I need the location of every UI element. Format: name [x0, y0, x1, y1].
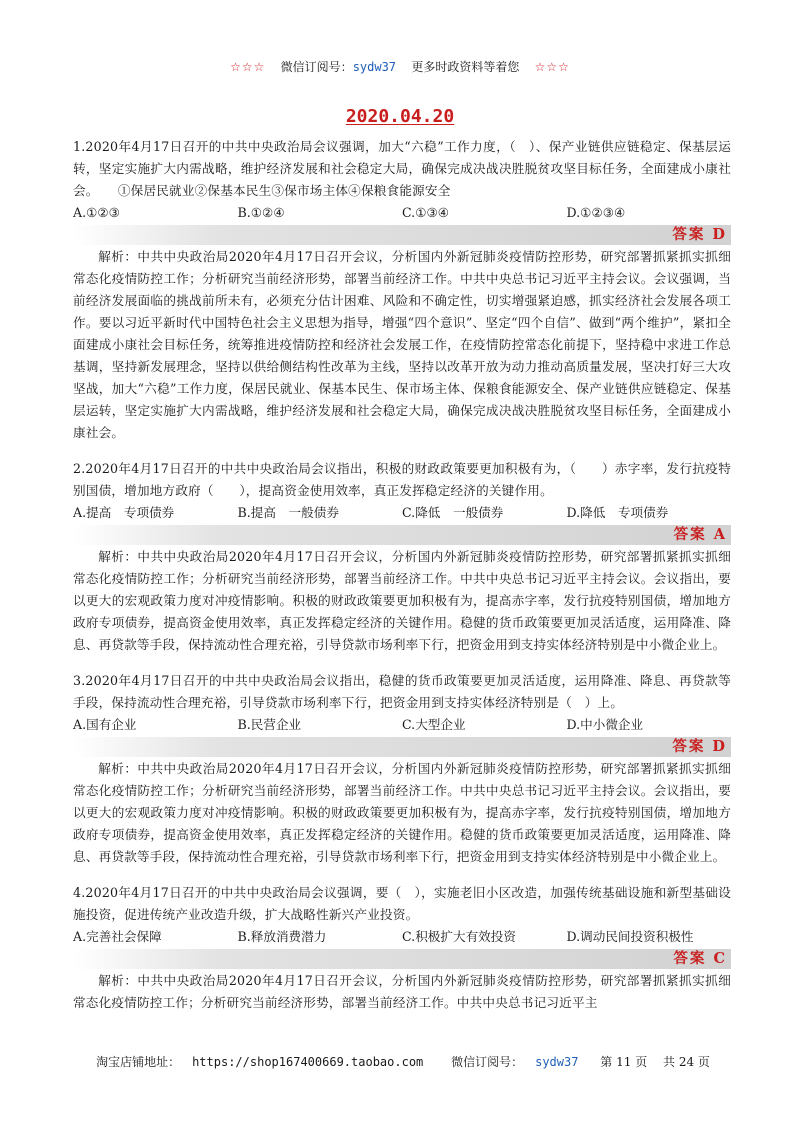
analysis-text: 解析：中共中央政治局2020年4月17日召开会议，分析国内外新冠肺炎疫情防控形势，研究部署抓紧抓实抓细常态化疫情防控工作；分析研究当前经济形势，部署当前经济工作。中共中央总书记习近平主持会议。会议指出，要以更大的宏观政策力度对冲疫情影响。积极的财政政策要更加积极有为，提高赤字率，发行抗疫特别国债，增加地方政府专项债券，提高资金使用效率，真正发挥稳定经济的关键作用。稳健的货币政策要更加灵活适度，运用降准、降息、再贷款等手段，保持流动性合理充裕，引导贷款市场利率下行，把资金用到支持实体经济特别是中小微企业上。 — [73, 761, 731, 864]
answer-bar — [73, 225, 731, 245]
question-stem: 2.2020年4月17日召开的中共中央政治局会议指出，积极的财政政策要更加积极有为，（ ）赤字率，发行抗疫特别国债，增加地方政府（ ），提高资金使用效率，真正发挥稳定经济的关键作用。 — [73, 461, 731, 498]
analysis-text: 解析：中共中央政治局2020年4月17日召开会议，分析国内外新冠肺炎疫情防控形势，研究部署抓紧抓实抓细常态化疫情防控工作；分析研究当前经济形势，部署当前经济工作。中共中央总书记习近平主 — [73, 973, 731, 1010]
answer-bar — [73, 949, 731, 969]
option-d: D.调动民间投资积极性 — [566, 929, 694, 944]
option-b: B.①②④ — [237, 205, 285, 220]
analysis-text: 解析：中共中央政治局2020年4月17日召开会议，分析国内外新冠肺炎疫情防控形势，研究部署抓紧抓实抓细常态化疫情防控工作；分析研究当前经济形势，部署当前经济工作。中共中央总书记习近平主持会议。会议指出，要以更大的宏观政策力度对冲疫情影响。积极的财政政策要更加积极有为，提高赤字率，发行抗疫特别国债，增加地方政府专项债券，提高资金使用效率，真正发挥稳定经济的关键作用。稳健的货币政策要更加灵活适度，运用降准、降息、再贷款等手段，保持流动性合理充裕，引导贷款市场利率下行，把资金用到支持实体经济特别是中小微企业上。 — [73, 549, 731, 652]
answer-label: 答案 — [672, 738, 706, 755]
wechat-account: sydw37 — [352, 60, 397, 74]
option-a: A.①②③ — [73, 205, 120, 220]
option-a: A.国有企业 — [73, 717, 137, 732]
option-row — [73, 714, 731, 736]
answer-label: 答案 — [673, 950, 707, 967]
page-footer — [0, 1053, 800, 1070]
option-a: A.提高 专项债券 — [73, 505, 175, 520]
footer-wechat-account: sydw37 — [535, 1055, 579, 1069]
option-row — [73, 926, 731, 948]
option-a: A.完善社会保障 — [73, 929, 162, 944]
page-date-title: 2020.04.20 — [345, 106, 455, 127]
answer-value: D — [712, 738, 727, 755]
question-stem: 1.2020年4月17日召开的中共中央政治局会议强调，加大“六稳”工作力度，（ ）、保产业链供应链稳定、保基层运转，坚定实施扩大内需战略，维护经济发展和社会稳定大局，确保完成决战决胜脱贫攻坚目标任务，全面建成小康社会。 ①保居民就业②保基本民生③保市场主体④保粮食能源安全 — [73, 139, 731, 198]
question-list — [73, 136, 731, 1014]
page-header — [0, 58, 800, 76]
decorative-stars-left: ☆☆☆ — [230, 60, 266, 74]
option-d: D.中小微企业 — [566, 717, 644, 732]
option-d: D.①②③④ — [566, 205, 626, 220]
decorative-stars-right: ☆☆☆ — [534, 60, 570, 74]
option-row — [73, 202, 731, 224]
question-stem: 3.2020年4月17日召开的中共中央政治局会议指出，稳健的货币政策要更加灵活适度，运用降准、降息、再贷款等手段，保持流动性合理充裕，引导贷款市场利率下行，把资金用到支持实体经济特别是（ ）上。 — [73, 673, 731, 710]
option-c: C.①③④ — [402, 205, 450, 220]
option-row — [73, 502, 731, 524]
wechat-label: 微信订阅号： — [280, 60, 353, 74]
answer-value: D — [712, 226, 727, 243]
answer-bar — [73, 737, 731, 757]
analysis-text: 解析：中共中央政治局2020年4月17日召开会议，分析国内外新冠肺炎疫情防控形势，研究部署抓紧抓实抓细常态化疫情防控工作；分析研究当前经济形势，部署当前经济工作。中共中央总书记习近平主持会议。会议强调，当前经济发展面临的挑战前所未有，必须充分估计困难、风险和不确定性，切实增强紧迫感，抓实经济社会发展各项工作。要以习近平新时代中国特色社会主义思想为指导，增强“四个意识”、坚定“四个自信”、做到“两个维护”，紧扣全面建成小康社会目标任务，统筹推进疫情防控和经济社会发展工作，在疫情防控常态化前提下，坚持稳中求进工作总基调，坚持新发展理念，坚持以供给侧结构性改革为主线，坚持以改革开放为动力推动高质量发展，坚决打好三大攻坚战，加大“六稳”工作力度，保居民就业、保基本民生、保市场主体、保粮食能源安全、保产业链供应链稳定、保基层运转，坚定实施扩大内需战略，维护经济发展和社会稳定大局，确保完成决战决胜脱贫攻坚目标任务，全面建成小康社会。 — [73, 249, 731, 440]
option-c: C.降低 一般债券 — [402, 505, 504, 520]
footer-wechat-label: 微信订阅号： — [451, 1055, 524, 1069]
option-d: D.降低 专项债券 — [566, 505, 669, 520]
option-c: C.大型企业 — [402, 717, 466, 732]
option-c: C.积极扩大有效投资 — [402, 929, 516, 944]
page-number: 第 11 页 共 24 页 — [600, 1055, 710, 1069]
shop-label: 淘宝店铺地址： — [96, 1055, 181, 1069]
answer-value: C — [713, 950, 727, 967]
header-tagline: 更多时政资料等着您 — [411, 60, 520, 74]
answer-label: 答案 — [672, 226, 706, 243]
answer-bar — [73, 525, 731, 545]
option-b: B.提高 一般债券 — [237, 505, 339, 520]
option-b: B.民营企业 — [237, 717, 302, 732]
shop-url[interactable]: https://shop167400669.taobao.com — [192, 1055, 424, 1069]
answer-label: 答案 — [673, 526, 707, 543]
answer-value: A — [713, 526, 727, 543]
question-stem: 4.2020年4月17日召开的中共中央政治局会议强调，要（ ），实施老旧小区改造，加强传统基础设施和新型基础设施投资，促进传统产业改造升级，扩大战略性新兴产业投资。 — [73, 885, 731, 922]
option-b: B.释放消费潜力 — [237, 929, 327, 944]
